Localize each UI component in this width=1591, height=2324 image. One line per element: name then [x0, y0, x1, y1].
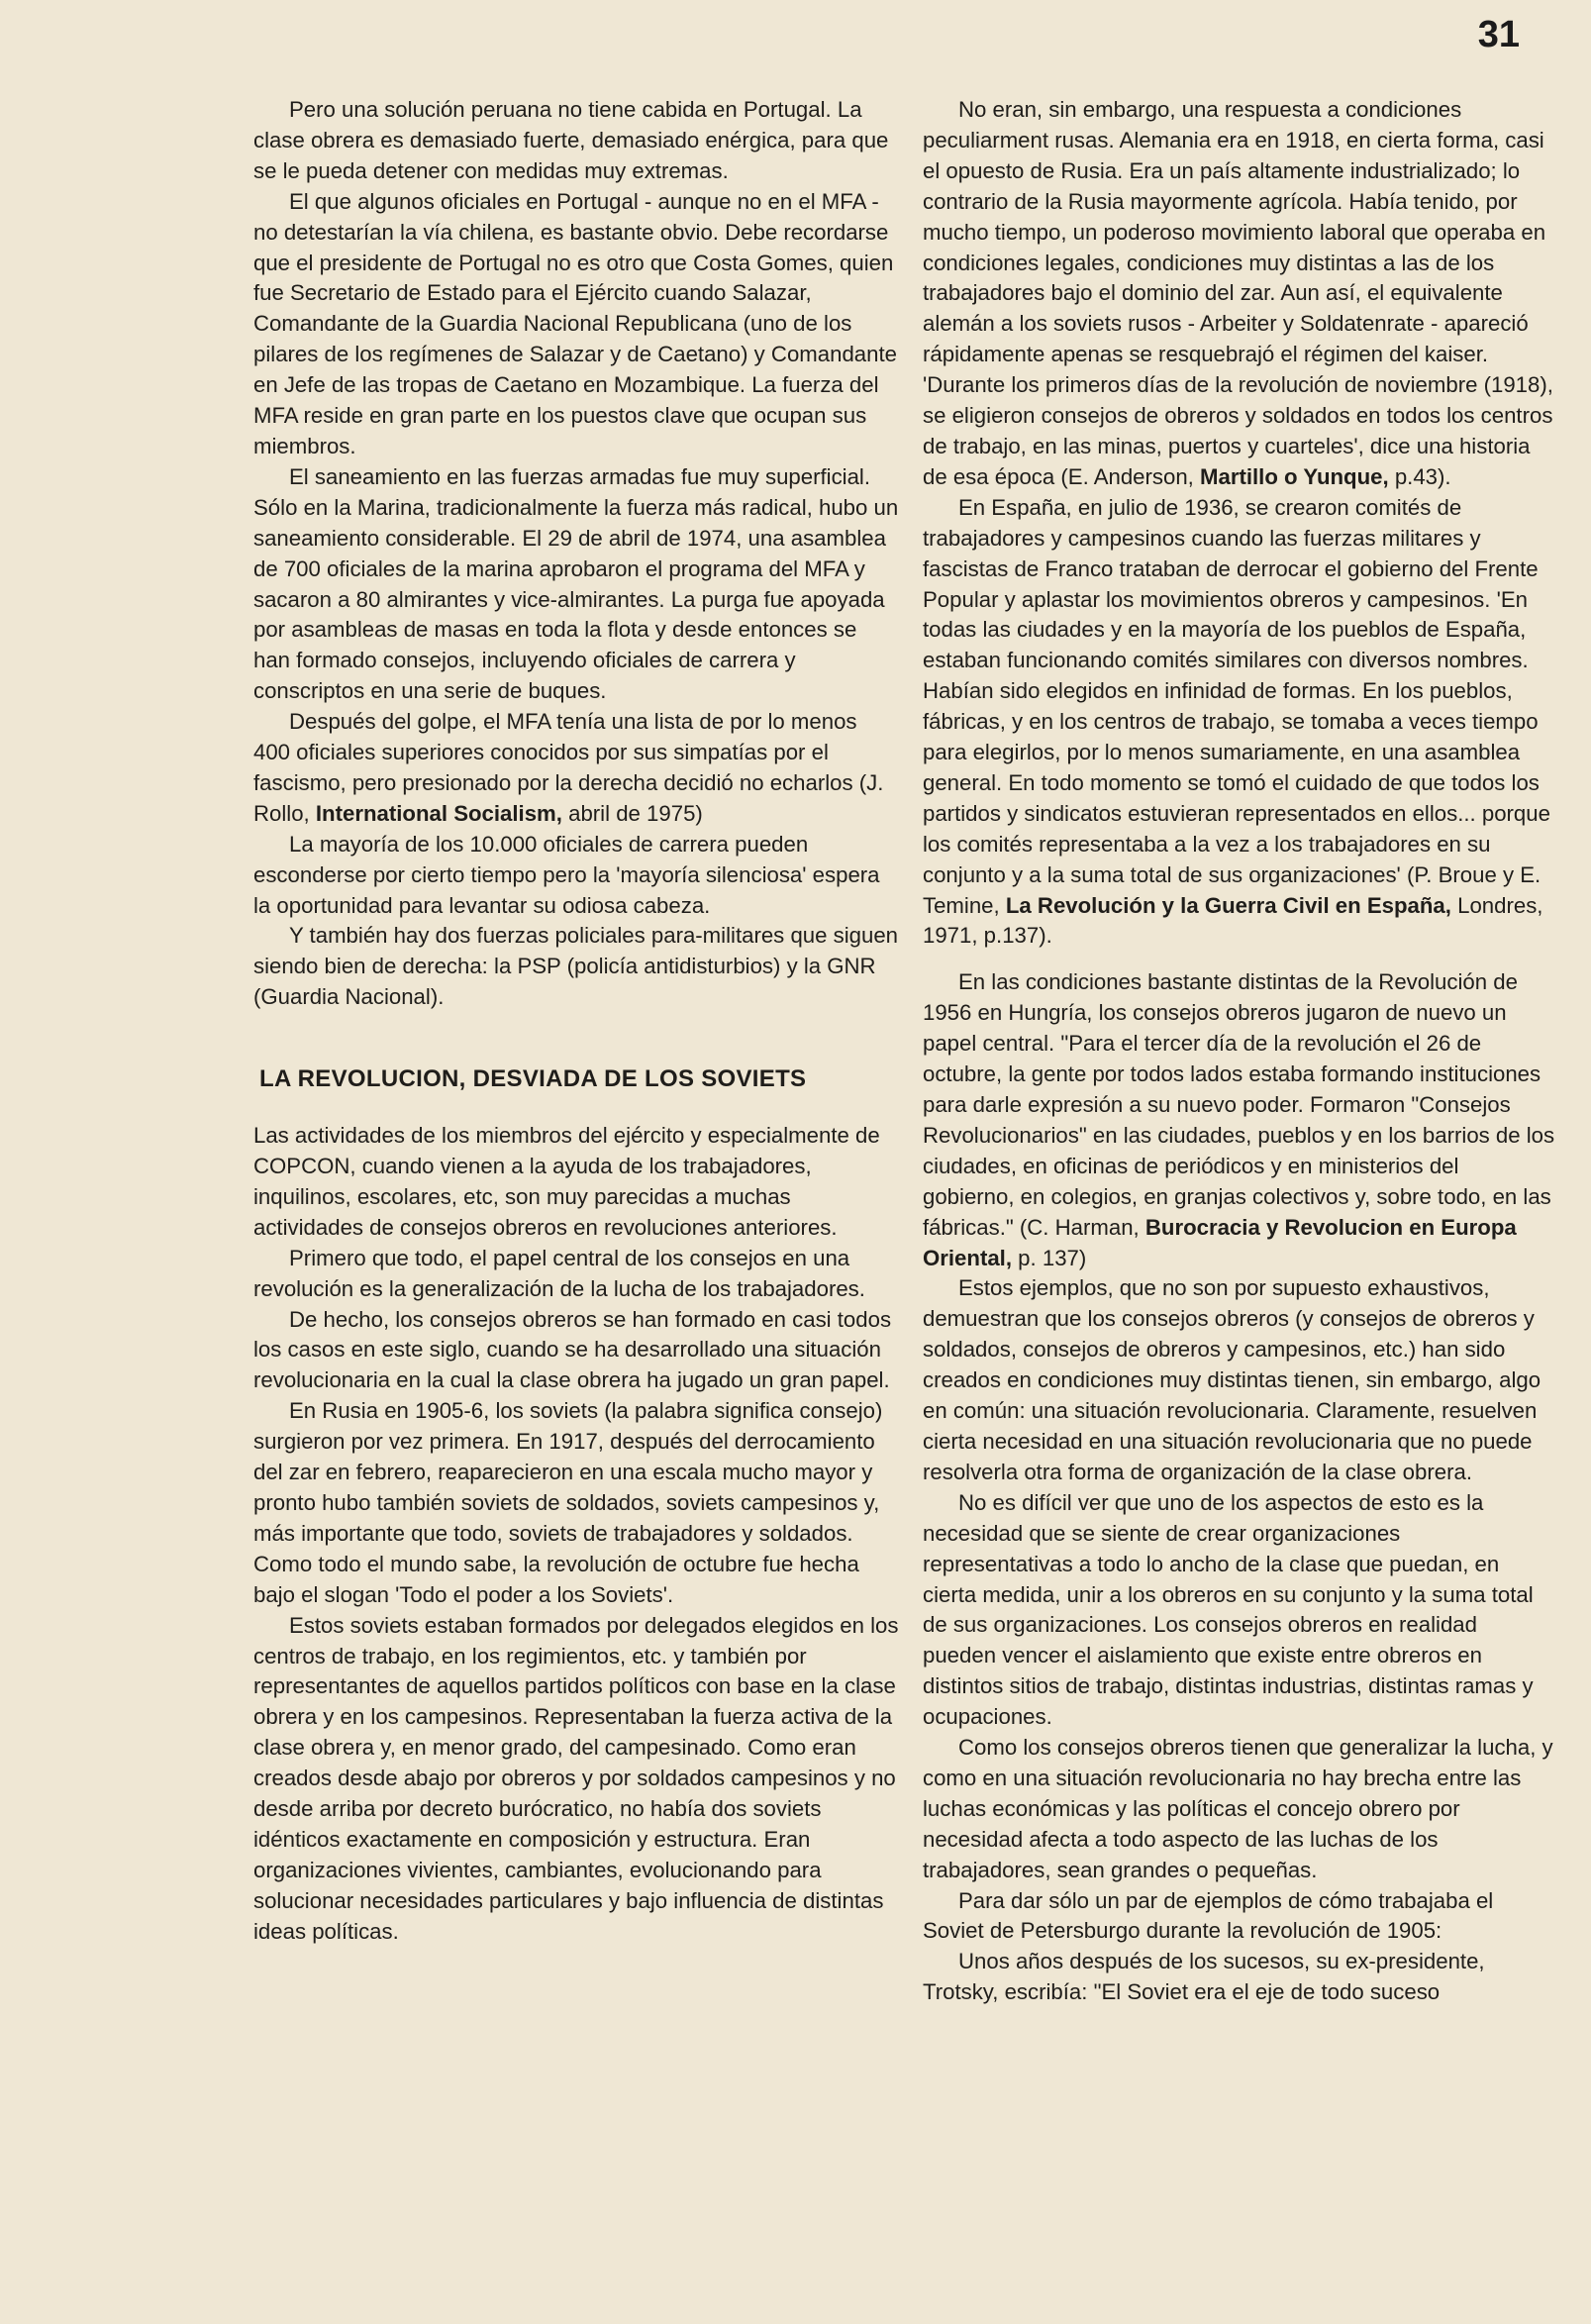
paragraph: Para dar sólo un par de ejemplos de cómo trabajaba el Soviet de Petersburgo durante la revolución de 1905: — [923, 1887, 1494, 1944]
section-heading: LA REVOLUCION, DESVIADA DE LOS SOVIETS — [259, 1065, 807, 1093]
paragraph-text: En España, en julio de 1936, se crearon comités de trabajadores y campesinos cuando las fuerzas militares y fascistas de Franco trataban de derrocar el gobierno del Frente Popular y aplastar los movimientos obreros y campesinos. 'En todas las ciudades y en la mayoría de los pueblos de España, estaban funcionando comités similares con diversos nombres. Habían sido elegidos en infinidad de formas. En los pueblos, fábricas, y en los centros de trabajo, se tomaba a veces tiempo para elegirlos, por lo menos sumariamente, en una asamblea general. En todo momento se tomó el cuidado de que todos los partidos y sindicatos estuvieran representados en ellos... porque los comités representaba a la vez a los trabajadores en su conjunto y a la suma total de sus organizaciones' (P. Broue y E. Temine, — [923, 494, 1550, 918]
paragraph-text: Después del golpe, el MFA tenía una lista de por lo menos 400 oficiales superiores conocidos por sus simpatías por el fascismo, pero presionado por la derecha decidió no echarlos (J. Rollo, — [253, 709, 884, 826]
paragraph — [923, 493, 1556, 953]
paragraph: El saneamiento en las fuerzas armadas fue muy superficial. Sólo en la Marina, tradicionalmente la fuerza más radical, hubo un saneamiento considerable. El 29 de abril de 1974, una asamblea de 700 oficiales de la marina aprobaron el programa del MFA y sacaron a 80 almirantes y vice-almirantes. La purga fue apoyada por asambleas de masas en toda la flota y desde entonces se han formado consejos, incluyendo oficiales de carrera y conscriptos en una serie de buques. — [253, 463, 899, 704]
right-column — [923, 95, 1556, 2008]
paragraph: El que algunos oficiales en Portugal - aunque no en el MFA - no detestarían la vía chilena, es bastante obvio. Debe recordarse que el presidente de Portugal no es otro que Costa Gomes, quien fue Secretario de Estado para el Ejército cuando Salazar, Comandante de la Guardia Nacional Republicana (uno de los pilares de los regímenes de Salazar y de Caetano) y Comandante en Jefe de las tropas de Caetano en Mozambique. La fuerza del MFA reside en gran parte en los puestos clave que ocupan sus miembros. — [253, 188, 897, 458]
cited-title: Martillo o Yunque, — [1200, 463, 1389, 489]
spacer — [923, 952, 1556, 967]
paragraph: Primero que todo, el papel central de los consejos en una revolución es la generalización de la lucha de los trabajadores. — [253, 1245, 865, 1301]
paragraph: En Rusia en 1905-6, los soviets (la palabra significa consejo) surgieron por vez primera. En 1917, después del derrocamiento del zar en febrero, reaparecieron en una escala mucho mayor y pronto hubo también soviets de soldados, soviets campesinos y, más importante que todo, soviets de trabajadores y soldados. Como todo el mundo sabe, la revolución de octubre fue hecha bajo el slogan 'Todo el poder a los Soviets'. — [253, 1398, 883, 1607]
paragraph-text: p. 137) — [1012, 1245, 1087, 1270]
paragraph: De hecho, los consejos obreros se han formado en casi todos los casos en este siglo, cuando se ha desarrollado una situación revolucionaria en la cual la clase obrera ha jugado un gran papel. — [253, 1306, 892, 1393]
left-column — [253, 95, 899, 1948]
paragraph: Y también hay dos fuerzas policiales para-militares que siguen siendo bien de derecha: la PSP (policía antidisturbios) y la GNR (Guardia Nacional). — [253, 923, 899, 1010]
paragraph: Las actividades de los miembros del ejército y especialmente de COPCON, cuando vienen a la ayuda de los trabajadores, inquilinos, escolares, etc, son muy parecidas a muchas actividades de consejos obreros en revoluciones anteriores. — [253, 1123, 880, 1240]
paragraph: Pero una solución peruana no tiene cabida en Portugal. La clase obrera es demasiado fuerte, demasiado enérgica, para que se le pueda detener con medidas muy extremas. — [253, 97, 889, 183]
paragraph: Estos soviets estaban formados por delegados elegidos en los centros de trabajo, en los regimientos, etc. y también por representantes de aquellos partidos políticos con base en la clase obrera y en los campesinos. Representaban la fuerza activa de la clase obrera y, en menor grado, del campesinado. Como eran creados desde abajo por obreros y por soldados campesinos y no desde arriba por decreto burócratico, no había dos soviets idénticos exactamente en composición y estructura. Eran organizaciones vivientes, cambiantes, evolucionando para solucionar necesidades particulares y bajo influencia de distintas ideas políticas. — [253, 1612, 899, 1944]
cited-title: Burocracia y Revolucion en Europa Oriental, — [923, 1214, 1517, 1270]
paragraph-text: No eran, sin embargo, una respuesta a condiciones peculiarment rusas. Alemania era en 1918, en cierta forma, casi el opuesto de Rusia. Era un país altamente industrializado; lo contrario de la Rusia mayormente agrícola. Había tenido, por mucho tiempo, un poderoso movimiento laboral que operaba en condiciones legales, condiciones muy distintas a las de los trabajadores bajo el dominio del zar. Aun así, el equivalente alemán a los soviets rusos - Arbeiter y Soldatenrate - apareció rápidamente apenas se resquebrajó el régimen del kaiser. 'Durante los primeros días de la revolución de noviembre (1918), se eligieron consejos de obreros y soldados en todos los centros de trabajo, en las minas, puertos y cuarteles', dice una historia de esa época (E. Anderson, — [923, 97, 1553, 489]
page-number: 31 — [1477, 14, 1520, 55]
paragraph — [923, 95, 1556, 493]
paragraph — [253, 707, 899, 830]
paragraph: No es difícil ver que uno de los aspectos de esto es la necesidad que se siente de crear organizaciones representativas a todo lo ancho de la clase que puedan, en cierta medida, unir a los obreros en su conjunto y la suma total de sus organizaciones. Los consejos obreros en realidad pueden vencer el aislamiento que existe entre obreros en distintos sitios de trabajo, distintas industrias, distintas ramas y ocupaciones. — [923, 1489, 1534, 1730]
paragraph — [923, 967, 1556, 1273]
paragraph: La mayoría de los 10.000 oficiales de carrera pueden esconderse por cierto tiempo pero la 'mayoría silenciosa' espera la oportunidad para levantar su odiosa cabeza. — [253, 831, 880, 918]
paragraph: Estos ejemplos, que no son por supuesto exhaustivos, demuestran que los consejos obreros (y consejos de obreros y soldados, consejos de obreros y campesinos, etc.) han sido creados en condiciones muy distintas tienen, sin embargo, algo en común: una situación revolucionaria. Claramente, resuelven cierta necesidad en una situación revolucionaria que no puede resolverla otra forma de organización de la clase obrera. — [923, 1275, 1541, 1484]
paragraph: Como los consejos obreros tienen que generalizar la lucha, y como en una situación revolucionaria no hay brecha entre las luchas económicas y las políticas el concejo obrero por necesidad afecta a todo aspecto de las luchas de los trabajadores, sean grandes o pequeñas. — [923, 1735, 1553, 1882]
paragraph-text: Londres, 1971, p.137). — [923, 892, 1543, 949]
cited-title: International Socialism, — [315, 800, 562, 826]
paragraph-text: p.43). — [1388, 463, 1451, 489]
paragraph: Unos años después de los sucesos, su ex-presidente, Trotsky, escribía: "El Soviet era el eje de todo suceso — [923, 1949, 1485, 2005]
paragraph-text: En las condiciones bastante distintas de la Revolución de 1956 en Hungría, los consejos obreros jugaron de nuevo un papel central. "Para el tercer día de la revolución el 26 de octubre, la gente por todos lados estaba formando instituciones para darle expresión a su nuevo poder. Formaron "Consejos Revolucionarios" en las ciudades, pueblos y en los barrios de los ciudades, en oficinas de periódicos y en ministerios del gobierno, en colegios, en granjas colectivos y, sobre todo, en las fábricas." (C. Harman, — [923, 969, 1555, 1240]
cited-title: La Revolución y la Guerra Civil en España, — [1005, 892, 1451, 918]
paragraph-text: abril de 1975) — [561, 800, 703, 826]
